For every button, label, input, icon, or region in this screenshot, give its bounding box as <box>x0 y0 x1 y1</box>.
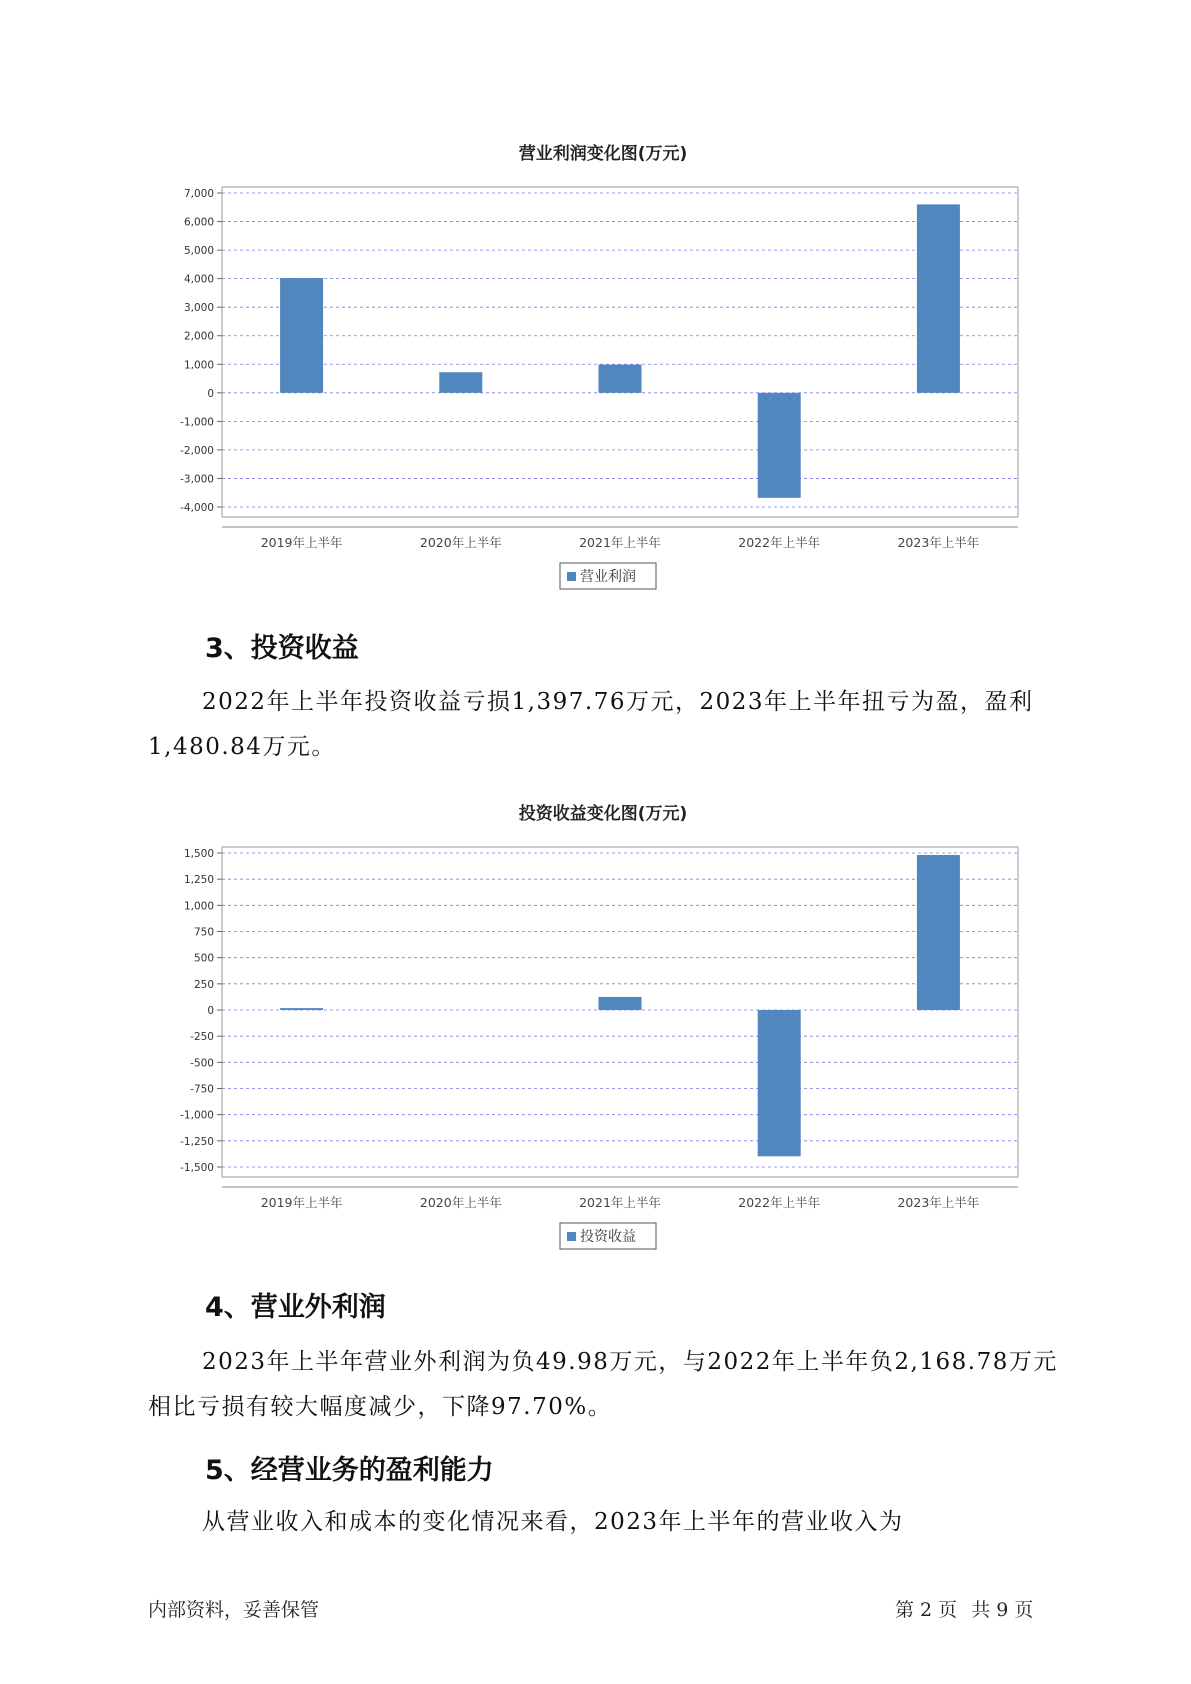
y-tick-label: 1,000 <box>183 359 214 372</box>
legend-swatch <box>567 1232 576 1241</box>
x-tick-label: 2020年上半年 <box>419 535 502 550</box>
bar-2020年上半年 <box>439 372 482 393</box>
bar-2019年上半年 <box>280 278 323 393</box>
y-tick-label: 0 <box>207 1005 214 1017</box>
bar-2021年上半年 <box>599 365 642 393</box>
investment-income-chart <box>0 795 1191 1255</box>
bar-2022年上半年 <box>758 393 801 498</box>
y-tick-label: -1,000 <box>180 1109 214 1122</box>
paragraph-investment-income-text: 2022年上半年投资收益亏损1,397.76万元，2023年上半年扭亏为盈，盈利1,480.84万元。 <box>148 689 1034 760</box>
section-heading-non-operating-profit: 4、营业外利润 <box>205 1292 386 1323</box>
y-tick-label: 750 <box>193 926 214 939</box>
x-tick-label: 2022年上半年 <box>738 1195 821 1210</box>
x-tick-label: 2023年上半年 <box>897 1195 980 1210</box>
x-tick-label: 2021年上半年 <box>579 535 661 550</box>
y-tick-label: 7,000 <box>183 188 214 200</box>
y-tick-label: 0 <box>207 387 214 400</box>
bar-2022年上半年 <box>758 1010 801 1156</box>
x-tick-label: 2021年上半年 <box>579 1195 661 1210</box>
y-tick-label: -4,000 <box>180 502 214 514</box>
bar-2023年上半年 <box>917 855 960 1010</box>
operating-profit-chart-svg <box>0 135 1191 595</box>
paragraph-non-operating-profit-text: 2023年上半年营业外利润为负49.98万元，与2022年上半年负2,168.78万元相比亏损有较大幅度减少，下降97.70%。 <box>148 1349 1058 1420</box>
footer-total-pages: 共 9 页 <box>971 1599 1034 1621</box>
y-tick-label: 500 <box>193 952 214 965</box>
investment-income-chart-svg <box>0 795 1191 1255</box>
chart-title: 投资收益变化图(万元) <box>518 804 688 824</box>
chart-title: 营业利润变化图(万元) <box>518 144 688 164</box>
y-tick-label: 1,500 <box>183 848 214 860</box>
x-tick-label: 2023年上半年 <box>897 535 980 550</box>
section-heading-profitability: 5、经营业务的盈利能力 <box>205 1455 494 1486</box>
y-tick-label: -2,000 <box>180 444 214 457</box>
x-tick-label: 2019年上半年 <box>260 535 343 550</box>
y-tick-label: -750 <box>190 1083 214 1096</box>
y-tick-label: 1,250 <box>183 874 214 887</box>
x-tick-label: 2019年上半年 <box>260 1195 343 1210</box>
x-tick-label: 2022年上半年 <box>738 535 821 550</box>
bar-2019年上半年 <box>280 1008 323 1010</box>
bar-2021年上半年 <box>599 997 642 1010</box>
y-tick-label: -3,000 <box>180 473 214 486</box>
paragraph-investment-income <box>148 680 1068 770</box>
legend-label: 营业利润 <box>580 569 636 585</box>
plot-area <box>222 187 1018 517</box>
y-tick-label: -1,000 <box>180 416 214 429</box>
x-tick-label: 2020年上半年 <box>419 1195 502 1210</box>
operating-profit-chart <box>0 135 1191 595</box>
bar-2023年上半年 <box>917 204 960 392</box>
footer-current-page: 第 2 页 <box>895 1599 958 1621</box>
footer-confidential-note: 内部资料，妥善保管 <box>148 1599 320 1621</box>
legend-swatch <box>567 572 576 581</box>
section-heading-investment-income: 3、投资收益 <box>205 633 359 664</box>
y-tick-label: 4,000 <box>183 273 214 286</box>
y-tick-label: 5,000 <box>183 245 214 258</box>
y-tick-label: -500 <box>190 1057 214 1070</box>
y-tick-label: -250 <box>190 1031 214 1044</box>
y-tick-label: 6,000 <box>183 216 214 229</box>
y-tick-label: -1,250 <box>180 1135 214 1148</box>
plot-area <box>222 847 1018 1177</box>
footer-page-number <box>895 1595 1041 1622</box>
y-tick-label: 3,000 <box>183 302 214 315</box>
paragraph-profitability-text: 从营业收入和成本的变化情况来看，2023年上半年的营业收入为 <box>202 1509 904 1535</box>
legend-label: 投资收益 <box>580 1229 636 1245</box>
paragraph-profitability <box>148 1500 1068 1545</box>
y-tick-label: 1,000 <box>183 900 214 913</box>
y-tick-label: -1,500 <box>180 1162 214 1174</box>
y-tick-label: 2,000 <box>183 330 214 343</box>
y-tick-label: 250 <box>193 978 214 991</box>
paragraph-non-operating-profit <box>148 1340 1068 1430</box>
